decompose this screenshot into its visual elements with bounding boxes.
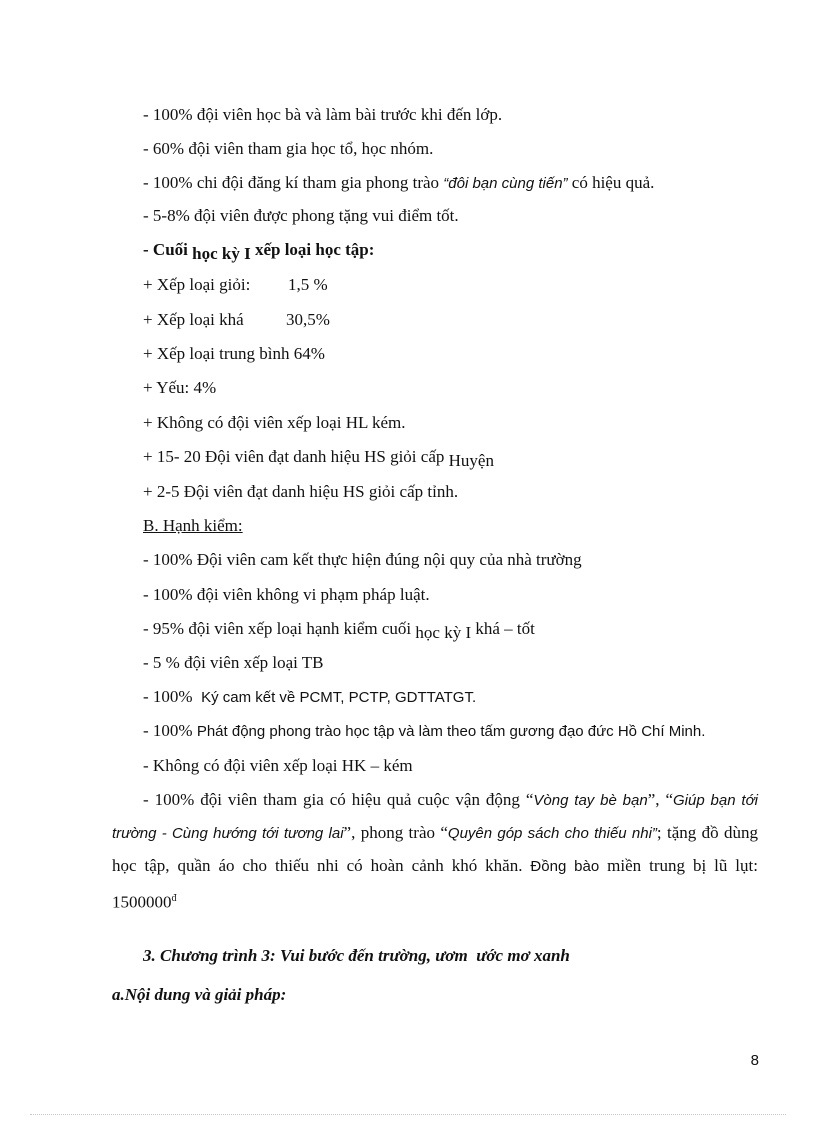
study-line-homework: - 100% đội viên học bà và làm bài trước khi đến lớp.: [143, 105, 503, 124]
district-excellent: + 15- 20 Đội viên đạt danh hiệu HS giỏi cấp Huyện: [143, 447, 494, 470]
program-title: 3. Chương trình 3: Vui bước đến trường, ươm ước mơ xanh: [143, 946, 570, 965]
program-subheading: a.Nội dung và giải pháp:: [112, 985, 287, 1004]
grade-excellent: + Xếp loại giỏi:: [143, 275, 251, 294]
study-line-group: - 60% đội viên tham gia học tổ, học nhóm.: [143, 139, 434, 158]
grade-weak: + Yếu: 4%: [143, 378, 217, 397]
grade-average: + Xếp loại trung bình 64%: [143, 344, 325, 363]
grade-good: + Xếp loại khá: [143, 310, 244, 329]
study-heading: - Cuối học kỳ I xếp loại học tập:: [143, 240, 375, 263]
grade-none-poor: + Không có đội viên xếp loại HL kém.: [143, 413, 406, 432]
page-bottom-divider: [30, 1114, 786, 1115]
conduct-average: - 5 % đội viên xếp loại TB: [143, 653, 324, 672]
province-excellent: + 2-5 Đội viên đạt danh hiệu HS giỏi cấp tỉnh.: [143, 482, 459, 501]
conduct-good: - 95% đội viên xếp loại hạnh kiểm cuối học kỳ I khá – tốt: [143, 619, 535, 642]
study-line-movement: - 100% chi đội đăng kí tham gia phong trào “đôi bạn cùng tiến” có hiệu quả.: [143, 173, 655, 192]
conduct-no-weak: - Không có đội viên xếp loại HK – kém: [143, 756, 413, 775]
grade-good-value: 30,5%: [286, 310, 330, 329]
grade-excellent-value: 1,5 %: [288, 275, 328, 294]
conduct-movement: - 100% Phát động phong trào học tập và làm theo tấm gương đạo đức Hồ Chí Minh.: [143, 721, 706, 740]
page-number: 8: [750, 1052, 759, 1069]
conduct-law: - 100% đội viên không vi phạm pháp luật.: [143, 585, 430, 604]
study-line-good-points: - 5-8% đội viên được phong tặng vui điểm tốt.: [143, 206, 459, 225]
conduct-heading: B. Hạnh kiểm:: [143, 516, 243, 535]
conduct-commitment: - 100% Ký cam kết về PCMT, PCTP, GDTTATGT.: [143, 687, 477, 706]
conduct-rules: - 100% Đội viên cam kết thực hiện đúng nội quy của nhà trường: [143, 550, 582, 569]
campaign-paragraph: - 100% đội viên tham gia có hiệu quả cuộc vận động “Vòng tay bè bạn”, “Giúp bạn tới trường - Cùng hướng tới tương lai”, phong trào “Quyên góp sách cho thiếu nhi”; tặng đồ dùng học tập, quần áo cho thiếu nhi có hoàn cảnh khó khăn. Đồng bào miền trung bị lũ lụt: $1500000^đ$: [112, 790, 758, 912]
